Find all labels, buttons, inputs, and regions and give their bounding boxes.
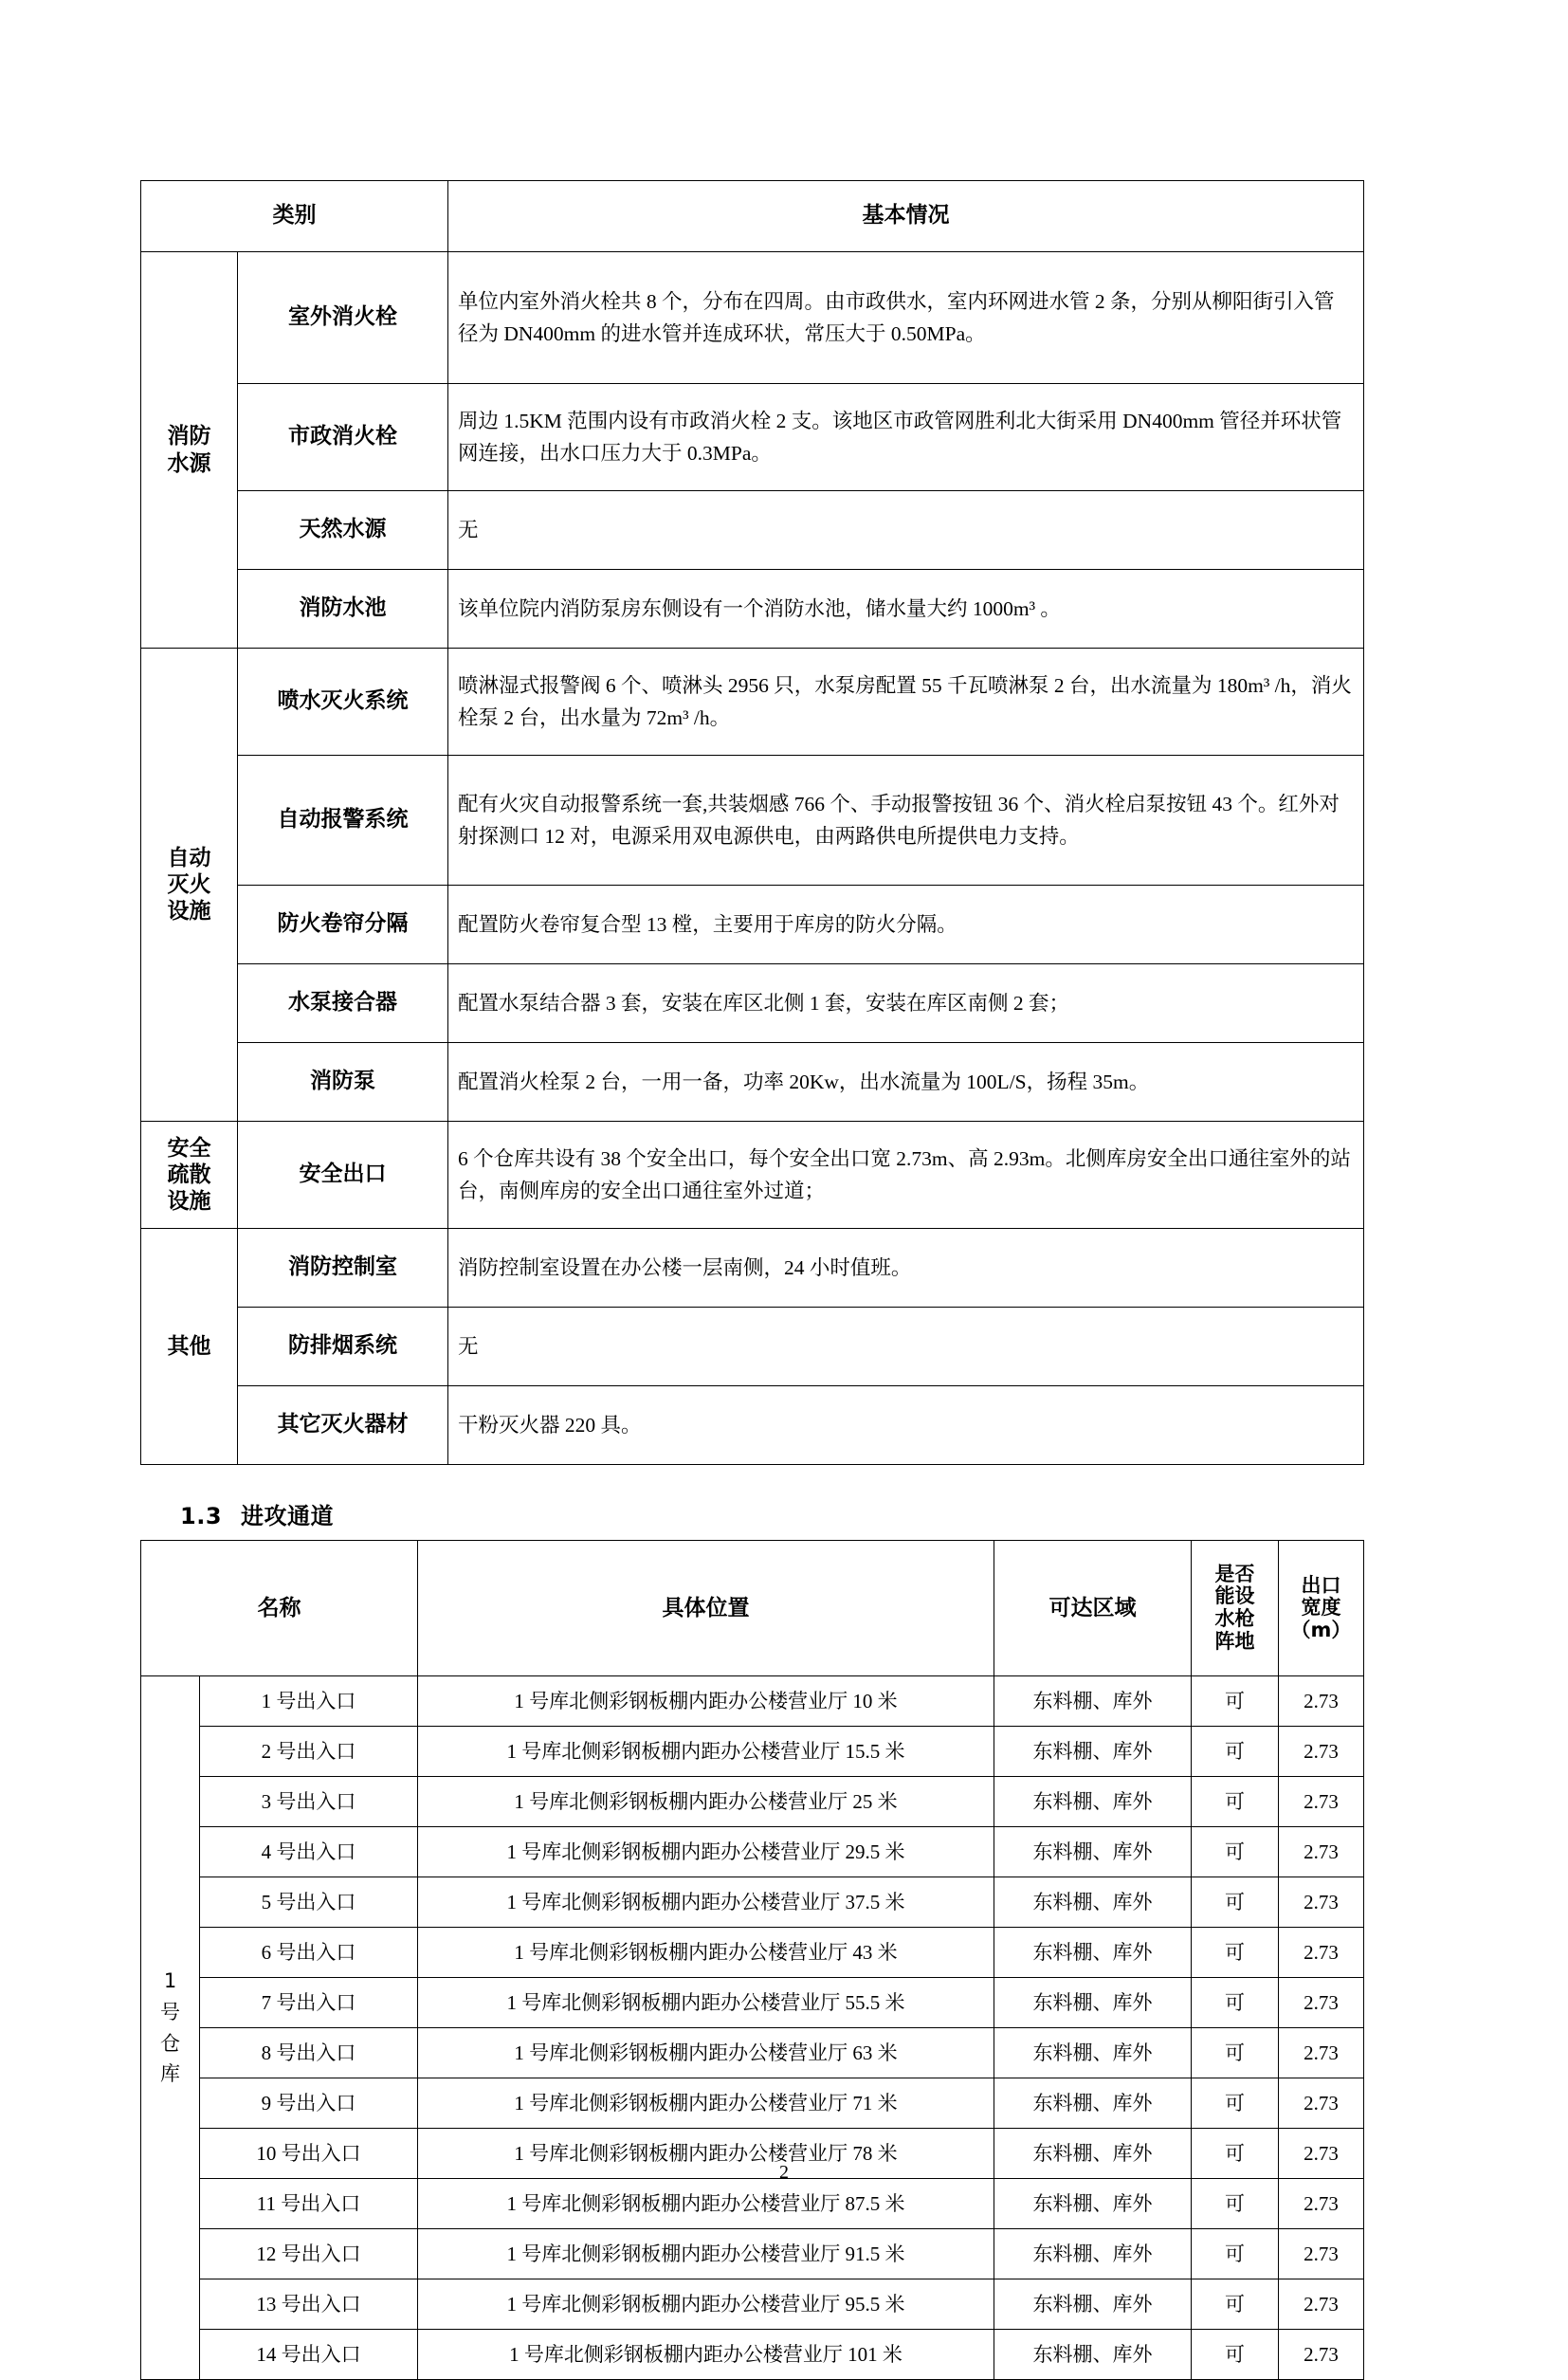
group-label-water-source: 消防 水源 — [141, 252, 238, 649]
item-description: 配置消火栓泵 2 台，一用一备，功率 20Kw，出水流量为 100L/S，扬程 35m。 — [448, 1043, 1364, 1122]
exit-location: 1 号库北侧彩钢板棚内距办公楼营业厅 15.5 米 — [418, 1727, 994, 1777]
exit-name: 9 号出入口 — [200, 2078, 418, 2129]
exit-location: 1 号库北侧彩钢板棚内距办公楼营业厅 29.5 米 — [418, 1827, 994, 1877]
table-row — [141, 2078, 1364, 2129]
table-row — [141, 756, 1364, 886]
exit-area: 东料棚、库外 — [994, 1676, 1192, 1727]
exit-name: 13 号出入口 — [200, 2279, 418, 2330]
exit-area: 东料棚、库外 — [994, 2279, 1192, 2330]
table-row — [141, 252, 1364, 384]
table-row — [141, 964, 1364, 1043]
section-title: 进攻通道 — [241, 1503, 335, 1529]
item-description: 干粉灭火器 220 具。 — [448, 1386, 1364, 1465]
item-description: 6 个仓库共设有 38 个安全出口，每个安全出口宽 2.73m、高 2.93m。北侧库房安全出口通往室外的站台，南侧库房的安全出口通往室外过道； — [448, 1122, 1364, 1229]
item-label: 喷水灭火系统 — [238, 649, 448, 756]
exit-area: 东料棚、库外 — [994, 1978, 1192, 2028]
header-reachable-area: 可达区域 — [994, 1541, 1192, 1676]
exit-area: 东料棚、库外 — [994, 1727, 1192, 1777]
item-label: 消防水池 — [238, 570, 448, 649]
exit-gun: 可 — [1192, 1676, 1279, 1727]
section-number: 1.3 — [180, 1503, 223, 1529]
exit-gun: 可 — [1192, 1777, 1279, 1827]
item-label: 水泵接合器 — [238, 964, 448, 1043]
exit-location: 1 号库北侧彩钢板棚内距办公楼营业厅 78 米 — [418, 2129, 994, 2179]
item-label: 防排烟系统 — [238, 1308, 448, 1386]
table-row — [141, 1676, 1364, 1727]
table-row — [141, 2229, 1364, 2279]
exit-width: 2.73 — [1279, 1676, 1364, 1727]
item-label: 安全出口 — [238, 1122, 448, 1229]
exit-width: 2.73 — [1279, 2330, 1364, 2380]
table-row — [141, 2279, 1364, 2330]
table-row — [141, 570, 1364, 649]
exit-area: 东料棚、库外 — [994, 1827, 1192, 1877]
exit-gun: 可 — [1192, 1727, 1279, 1777]
exit-width: 2.73 — [1279, 2279, 1364, 2330]
table-row — [141, 1928, 1364, 1978]
header-location: 具体位置 — [418, 1541, 994, 1676]
exit-gun: 可 — [1192, 2330, 1279, 2380]
exit-width: 2.73 — [1279, 1877, 1364, 1928]
table-row — [141, 1229, 1364, 1308]
exit-name: 8 号出入口 — [200, 2028, 418, 2078]
table-row — [141, 1777, 1364, 1827]
table-row — [141, 1386, 1364, 1465]
exit-name: 6 号出入口 — [200, 1928, 418, 1978]
item-description: 配置防火卷帘复合型 13 樘，主要用于库房的防火分隔。 — [448, 886, 1364, 964]
exit-location: 1 号库北侧彩钢板棚内距办公楼营业厅 71 米 — [418, 2078, 994, 2129]
exit-area: 东料棚、库外 — [994, 2028, 1192, 2078]
exit-location: 1 号库北侧彩钢板棚内距办公楼营业厅 87.5 米 — [418, 2179, 994, 2229]
table-row — [141, 886, 1364, 964]
exit-gun: 可 — [1192, 1827, 1279, 1877]
exit-width: 2.73 — [1279, 2229, 1364, 2279]
exit-width: 2.73 — [1279, 2028, 1364, 2078]
exit-location: 1 号库北侧彩钢板棚内距办公楼营业厅 55.5 米 — [418, 1978, 994, 2028]
exit-gun: 可 — [1192, 2129, 1279, 2179]
attack-access-table — [140, 1540, 1364, 2380]
exit-width: 2.73 — [1279, 1777, 1364, 1827]
item-label: 天然水源 — [238, 491, 448, 570]
exit-location: 1 号库北侧彩钢板棚内距办公楼营业厅 25 米 — [418, 1777, 994, 1827]
exit-location: 1 号库北侧彩钢板棚内距办公楼营业厅 101 米 — [418, 2330, 994, 2380]
item-description: 无 — [448, 491, 1364, 570]
exit-width: 2.73 — [1279, 1827, 1364, 1877]
item-label: 消防控制室 — [238, 1229, 448, 1308]
item-description: 单位内室外消火栓共 8 个，分布在四周。由市政供水，室内环网进水管 2 条，分别从柳阳街引入管径为 DN400mm 的进水管并连成环状，常压大于 0.50MPa。 — [448, 252, 1364, 384]
item-label: 防火卷帘分隔 — [238, 886, 448, 964]
exit-name: 10 号出入口 — [200, 2129, 418, 2179]
exit-name: 12 号出入口 — [200, 2229, 418, 2279]
exit-width: 2.73 — [1279, 1727, 1364, 1777]
item-label: 自动报警系统 — [238, 756, 448, 886]
table-row — [141, 1308, 1364, 1386]
exit-name: 4 号出入口 — [200, 1827, 418, 1877]
table-row — [141, 2179, 1364, 2229]
item-label: 市政消火栓 — [238, 384, 448, 491]
table-row — [141, 1827, 1364, 1877]
table-header-row — [141, 181, 1364, 252]
exit-name: 14 号出入口 — [200, 2330, 418, 2380]
item-description: 周边 1.5KM 范围内设有市政消火栓 2 支。该地区市政管网胜利北大街采用 DN400mm 管径并环状管网连接，出水口压力大于 0.3MPa。 — [448, 384, 1364, 491]
table-row — [141, 1978, 1364, 2028]
header-category: 类别 — [141, 181, 448, 252]
item-description: 配有火灾自动报警系统一套,共装烟感 766 个、手动报警按钮 36 个、消火栓启泵按钮 43 个。红外对射探测口 12 对，电源采用双电源供电，由两路供电所提供电力支持。 — [448, 756, 1364, 886]
exit-name: 1 号出入口 — [200, 1676, 418, 1727]
table-row — [141, 2028, 1364, 2078]
exit-area: 东料棚、库外 — [994, 1928, 1192, 1978]
exit-location: 1 号库北侧彩钢板棚内距办公楼营业厅 10 米 — [418, 1676, 994, 1727]
item-label: 其它灭火器材 — [238, 1386, 448, 1465]
table-row — [141, 1043, 1364, 1122]
section-heading — [180, 1497, 1363, 1530]
table-header-row — [141, 1541, 1364, 1676]
exit-area: 东料棚、库外 — [994, 2078, 1192, 2129]
exit-width: 2.73 — [1279, 1978, 1364, 2028]
item-label: 室外消火栓 — [238, 252, 448, 384]
table-row — [141, 1122, 1364, 1229]
exit-width: 2.73 — [1279, 2078, 1364, 2129]
header-can-set-water-gun: 是否 能设 水枪 阵地 — [1192, 1541, 1279, 1676]
exit-gun: 可 — [1192, 2179, 1279, 2229]
exit-location: 1 号库北侧彩钢板棚内距办公楼营业厅 43 米 — [418, 1928, 994, 1978]
exit-gun: 可 — [1192, 2229, 1279, 2279]
exit-width: 2.73 — [1279, 2179, 1364, 2229]
header-name: 名称 — [141, 1541, 418, 1676]
exit-area: 东料棚、库外 — [994, 2330, 1192, 2380]
group-label-evacuation: 安全 疏散 设施 — [141, 1122, 238, 1229]
exit-name: 11 号出入口 — [200, 2179, 418, 2229]
table-row — [141, 1727, 1364, 1777]
table-row — [141, 384, 1364, 491]
exit-name: 7 号出入口 — [200, 1978, 418, 2028]
exit-width: 2.73 — [1279, 1928, 1364, 1978]
table-row — [141, 2330, 1364, 2380]
page-number: 2 — [779, 2162, 789, 2183]
item-description: 配置水泵结合器 3 套，安装在库区北侧 1 套，安装在库区南侧 2 套； — [448, 964, 1364, 1043]
exit-gun: 可 — [1192, 1978, 1279, 2028]
exit-gun: 可 — [1192, 1928, 1279, 1978]
header-basic-info: 基本情况 — [448, 181, 1364, 252]
exit-area: 东料棚、库外 — [994, 2229, 1192, 2279]
exit-gun: 可 — [1192, 2279, 1279, 2330]
header-exit-width: 出口 宽度 （m） — [1279, 1541, 1364, 1676]
item-description: 喷淋湿式报警阀 6 个、喷淋头 2956 只，水泵房配置 55 千瓦喷淋泵 2 台，出水流量为 180m³ /h，消火栓泵 2 台，出水量为 72m³ /h。 — [448, 649, 1364, 756]
item-description: 无 — [448, 1308, 1364, 1386]
item-description: 消防控制室设置在办公楼一层南侧，24 小时值班。 — [448, 1229, 1364, 1308]
fire-facility-table — [140, 180, 1364, 1465]
exit-gun: 可 — [1192, 1877, 1279, 1928]
exit-name: 3 号出入口 — [200, 1777, 418, 1827]
group-label-other: 其他 — [141, 1229, 238, 1465]
item-description: 该单位院内消防泵房东侧设有一个消防水池，储水量大约 1000m³ 。 — [448, 570, 1364, 649]
exit-location: 1 号库北侧彩钢板棚内距办公楼营业厅 63 米 — [418, 2028, 994, 2078]
exit-location: 1 号库北侧彩钢板棚内距办公楼营业厅 95.5 米 — [418, 2279, 994, 2330]
exit-location: 1 号库北侧彩钢板棚内距办公楼营业厅 37.5 米 — [418, 1877, 994, 1928]
exit-area: 东料棚、库外 — [994, 2129, 1192, 2179]
table-row — [141, 1877, 1364, 1928]
item-label: 消防泵 — [238, 1043, 448, 1122]
table-row — [141, 649, 1364, 756]
exit-area: 东料棚、库外 — [994, 1777, 1192, 1827]
exit-area: 东料棚、库外 — [994, 1877, 1192, 1928]
page-content — [140, 180, 1363, 2380]
group-label-auto-extinguish: 自动 灭火 设施 — [141, 649, 238, 1122]
exit-location: 1 号库北侧彩钢板棚内距办公楼营业厅 91.5 米 — [418, 2229, 994, 2279]
exit-name: 5 号出入口 — [200, 1877, 418, 1928]
exit-width: 2.73 — [1279, 2129, 1364, 2179]
table-row — [141, 491, 1364, 570]
exit-name: 2 号出入口 — [200, 1727, 418, 1777]
exit-gun: 可 — [1192, 2078, 1279, 2129]
warehouse-label: 1 号 仓 库 — [141, 1676, 200, 2380]
exit-gun: 可 — [1192, 2028, 1279, 2078]
exit-area: 东料棚、库外 — [994, 2179, 1192, 2229]
